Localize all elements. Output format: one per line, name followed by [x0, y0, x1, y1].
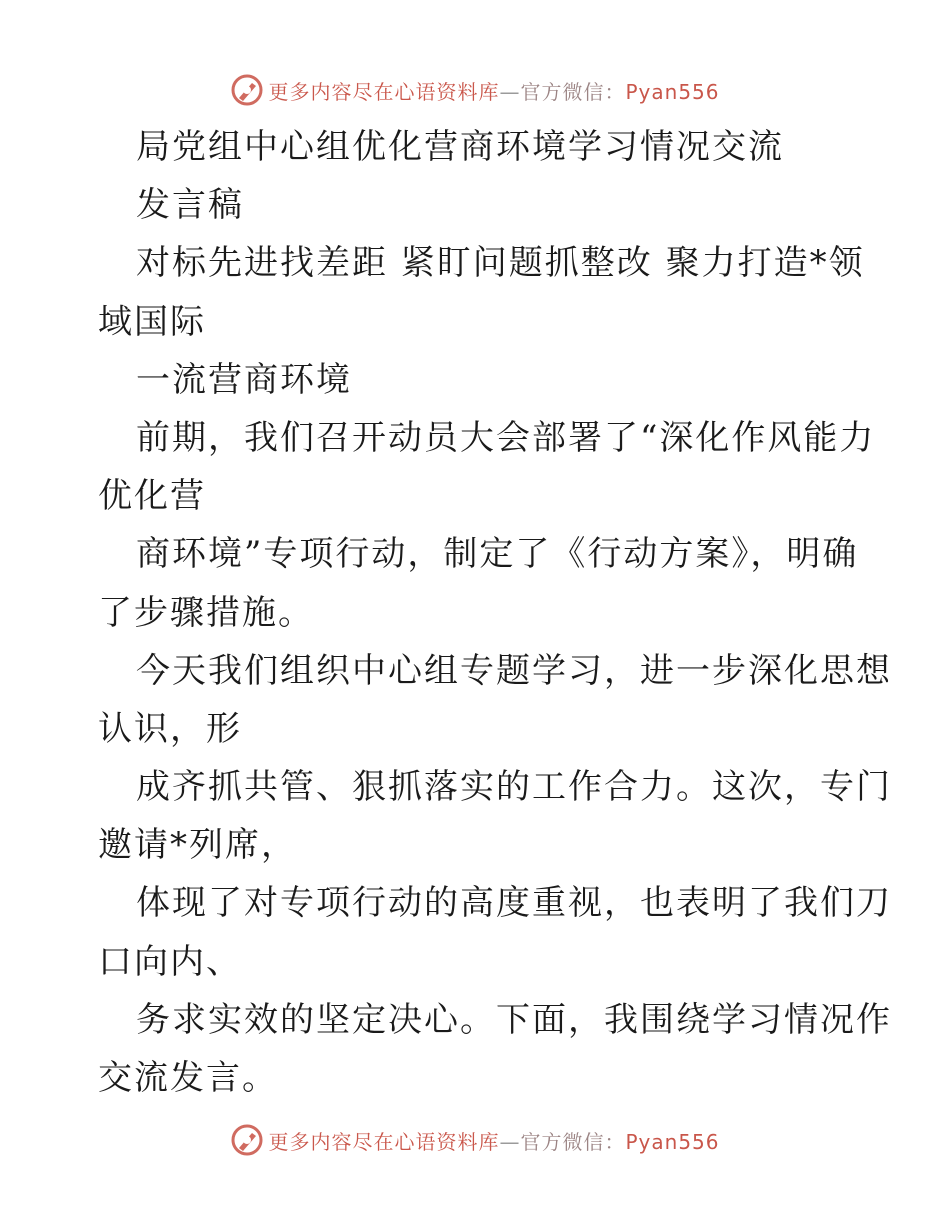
paragraph-line: 今天我们组织中心组专题学习，进一步深化思想 [136, 650, 892, 691]
pen-logo-icon [230, 1123, 264, 1157]
paragraph-line: 邀请*列席， [98, 825, 297, 866]
paragraph-line: 商环境”专项行动，制定了《行动方案》，明确 [136, 534, 859, 575]
paragraph-line: 口向内、 [98, 941, 242, 982]
subtitle-line-1: 对标先进找差距 紧盯问题抓整改 聚力打造*领 [136, 243, 865, 284]
header-watermark [0, 70, 950, 110]
paragraph-line: 交流发言。 [98, 1058, 278, 1098]
paragraph-line: 成齐抓共管、狠抓落实的工作合力。这次，专门 [136, 767, 892, 808]
subtitle-line-2: 域国际 [98, 301, 206, 342]
title-line-2: 发言稿 [136, 185, 244, 226]
document-body [98, 118, 892, 1107]
paragraph-line: 前期，我们召开动员大会部署了“深化作风能力 [136, 417, 876, 458]
watermark-text: 更多内容尽在心语资料库—官方微信：Pyan556 [268, 79, 720, 104]
paragraph-line: 务求实效的坚定决心。下面，我围绕学习情况作 [136, 999, 892, 1040]
subtitle-line-3: 一流营商环境 [136, 359, 352, 400]
paragraph-line: 认识，形 [98, 708, 242, 749]
pen-logo-icon [230, 73, 264, 107]
paragraph-line: 优化营 [98, 476, 206, 517]
watermark-text: 更多内容尽在心语资料库—官方微信：Pyan556 [268, 1129, 720, 1154]
title-line-1: 局党组中心组优化营商环境学习情况交流 [136, 127, 784, 167]
footer-watermark [0, 1120, 950, 1160]
paragraph-line: 体现了对专项行动的高度重视，也表明了我们刀 [136, 883, 892, 924]
paragraph-line: 了步骤措施。 [98, 592, 314, 633]
